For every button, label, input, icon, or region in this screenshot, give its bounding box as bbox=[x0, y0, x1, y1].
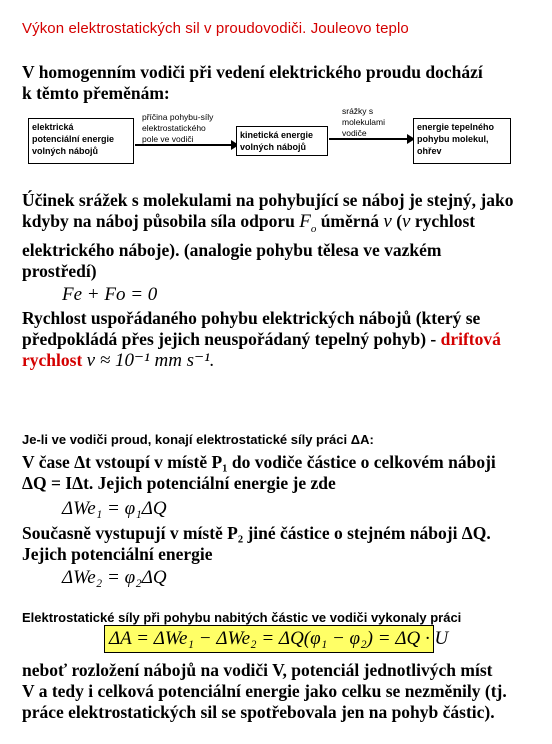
para1-text: úměrná bbox=[320, 211, 380, 231]
diagram-label-cause bbox=[142, 112, 213, 145]
diagram-box-kinetic-energy bbox=[236, 126, 328, 156]
intro-paragraph bbox=[22, 62, 532, 104]
velocity-symbol: v bbox=[383, 211, 392, 232]
para1-text: rychlost bbox=[414, 211, 476, 231]
paragraph-work bbox=[22, 452, 532, 588]
drift-velocity-term: driftová bbox=[440, 329, 501, 349]
para4-line-2: neboť rozložení nábojů na vodiči V, potenciál jednotlivých míst bbox=[22, 660, 493, 680]
para1-line-1: Účinek srážek s molekulami na pohybující se náboj je stejný, jako bbox=[22, 190, 514, 210]
force-balance-equation: Fe + Fo = 0 bbox=[62, 283, 158, 305]
box3-line: energie tepelného bbox=[417, 122, 495, 132]
force-fo-symbol: $F_o$ bbox=[299, 211, 317, 235]
para3-intro: Je-li ve vodiči proud, konají elektrostatické síly práci ΔA: bbox=[22, 432, 374, 447]
para2-line-3 bbox=[22, 350, 532, 371]
para1-text: kdyby na náboj působila síla odporu bbox=[22, 211, 295, 231]
label2-line: srážky s bbox=[342, 106, 374, 116]
para3-line-2: V čase Δt vstoupí v místě P₁ do vodiče částice o celkovém náboji bbox=[22, 452, 496, 472]
box2-line: kinetická energie bbox=[240, 130, 314, 140]
para1-line-3: elektrického náboje). (analogie pohybu tělesa ve vazkém bbox=[22, 239, 442, 260]
para3-line-5: Jejich potenciální energie bbox=[22, 544, 213, 564]
energy-equation-2: ΔWe₂ = φ₂ΔQ bbox=[62, 567, 167, 588]
diagram-arrow-2 bbox=[329, 138, 409, 140]
box3-line: ohřev bbox=[417, 146, 442, 156]
para2-line-2 bbox=[22, 329, 532, 350]
para1-text: ( bbox=[396, 211, 403, 231]
para4-line-3: V a tedy i celková potenciální energie jako celku se nezměnily (tj. bbox=[22, 681, 507, 701]
box1-line: potenciální energie bbox=[32, 134, 115, 144]
diagram-box-thermal-energy bbox=[413, 118, 511, 164]
para3-line-4: Současně vystupují v místě P₂ jiné částice o stejném náboji ΔQ. bbox=[22, 523, 491, 543]
label2-line: vodiče bbox=[342, 128, 367, 138]
paragraph-drift-velocity bbox=[22, 308, 532, 371]
para1-line-4: prostředí) bbox=[22, 260, 97, 281]
para2-text: předpokládá přes jejich neuspořádaný tepelný pohyb) - bbox=[22, 329, 437, 349]
diagram-label-collisions bbox=[342, 106, 385, 139]
para1-line-2 bbox=[22, 211, 532, 240]
velocity-symbol: v bbox=[402, 211, 411, 232]
page-title: Výkon elektrostatických sil v proudovodiči. Jouleovo teplo bbox=[22, 20, 409, 37]
paragraph-resistance bbox=[22, 190, 532, 305]
diagram-arrow-1 bbox=[135, 144, 233, 146]
label1-line: pole ve vodiči bbox=[142, 134, 194, 144]
box1-line: elektrická bbox=[32, 122, 74, 132]
box2-line: volných nábojů bbox=[240, 142, 307, 152]
para2-line-1: Rychlost uspořádaného pohybu elektrických nábojů (který se bbox=[22, 308, 481, 328]
intro-line-2: k těmto přeměnám: bbox=[22, 83, 170, 103]
para4-line-4: práce elektrostatických sil se spotřebovala jen na pohyb částic). bbox=[22, 702, 495, 722]
paragraph-conclusion bbox=[22, 660, 532, 723]
para4-intro: Elektrostatické síly při pohybu nabitých částic ve vodiči vykonaly práci bbox=[22, 610, 462, 625]
energy-flow-diagram bbox=[24, 104, 524, 166]
box1-line: volných nábojů bbox=[32, 146, 99, 156]
intro-line-1: V homogenním vodiči při vedení elektrického proudu dochází bbox=[22, 62, 483, 82]
drift-velocity-value: v ≈ 10⁻¹ mm s⁻¹. bbox=[86, 350, 215, 371]
para3-line-3: ΔQ = IΔt. Jejich potenciální energie je zde bbox=[22, 473, 336, 493]
diagram-box-potential-energy bbox=[28, 118, 134, 164]
box3-line: pohybu molekul, bbox=[417, 134, 489, 144]
label2-line: molekulami bbox=[342, 117, 385, 127]
label1-line: elektrostatického bbox=[142, 123, 206, 133]
energy-equation-1: ΔWe₁ = φ₁ΔQ bbox=[62, 498, 167, 519]
work-equation-highlight: ΔA = ΔWe₁ − ΔWe₂ = ΔQ(φ₁ − φ₂) = ΔQ · U bbox=[104, 625, 434, 653]
label1-line: příčina pohybu-síly bbox=[142, 112, 214, 122]
drift-velocity-term: rychlost bbox=[22, 350, 83, 370]
